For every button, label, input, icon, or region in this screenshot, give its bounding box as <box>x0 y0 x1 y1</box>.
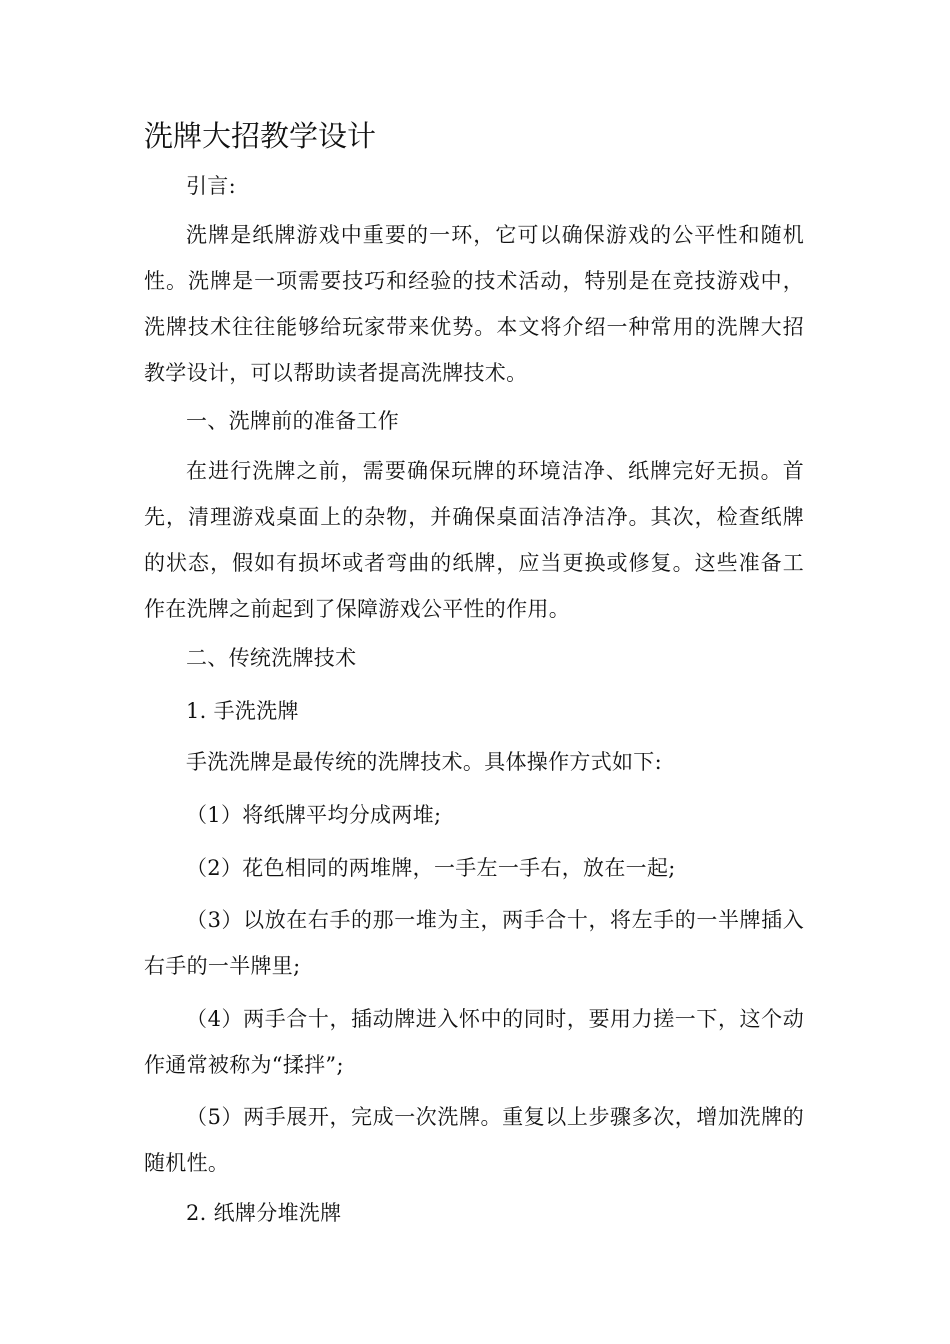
step-2: （2）花色相同的两堆牌，一手左一手右，放在一起; <box>186 856 676 880</box>
section-heading-traditional: 二、传统洗牌技术 <box>186 646 357 670</box>
paragraph-intro-body: 洗牌是纸牌游戏中重要的一环，它可以确保游戏的公平性和随机性。洗牌是一项需要技巧和经验的技术活动，特别是在竞技游戏中，洗牌技术往往能够给玩家带来优势。本文将介绍一种常用的洗牌大招教学设计，可以帮助读者提高洗牌技术。 <box>144 223 804 385</box>
step-5: （5）两手展开，完成一次洗牌。重复以上步骤多次，增加洗牌的随机性。 <box>144 1105 804 1175</box>
paragraph-intro-label: 引言: <box>186 174 236 198</box>
step-1: （1）将纸牌平均分成两堆; <box>186 803 442 827</box>
section-heading-preparation: 一、洗牌前的准备工作 <box>186 409 399 433</box>
subheading-pile-shuffle: 2. 纸牌分堆洗牌 <box>186 1201 342 1225</box>
subheading-hand-shuffle: 1. 手洗洗牌 <box>186 699 299 723</box>
step-4: （4）两手合十，插动牌进入怀中的同时，要用力搓一下，这个动作通常被称为“揉拌”; <box>144 1007 804 1077</box>
document-title: 洗牌大招教学设计 <box>144 119 377 153</box>
paragraph-hand-shuffle-intro: 手洗洗牌是最传统的洗牌技术。具体操作方式如下: <box>186 750 662 774</box>
paragraph-preparation-body: 在进行洗牌之前，需要确保玩牌的环境洁净、纸牌完好无损。首先，清理游戏桌面上的杂物，并确保桌面洁净洁净。其次，检查纸牌的状态，假如有损坏或者弯曲的纸牌，应当更换或修复。这些准备工作在洗牌之前起到了保障游戏公平性的作用。 <box>144 459 804 621</box>
step-3: （3）以放在右手的那一堆为主，两手合十，将左手的一半牌插入右手的一半牌里; <box>144 908 804 978</box>
